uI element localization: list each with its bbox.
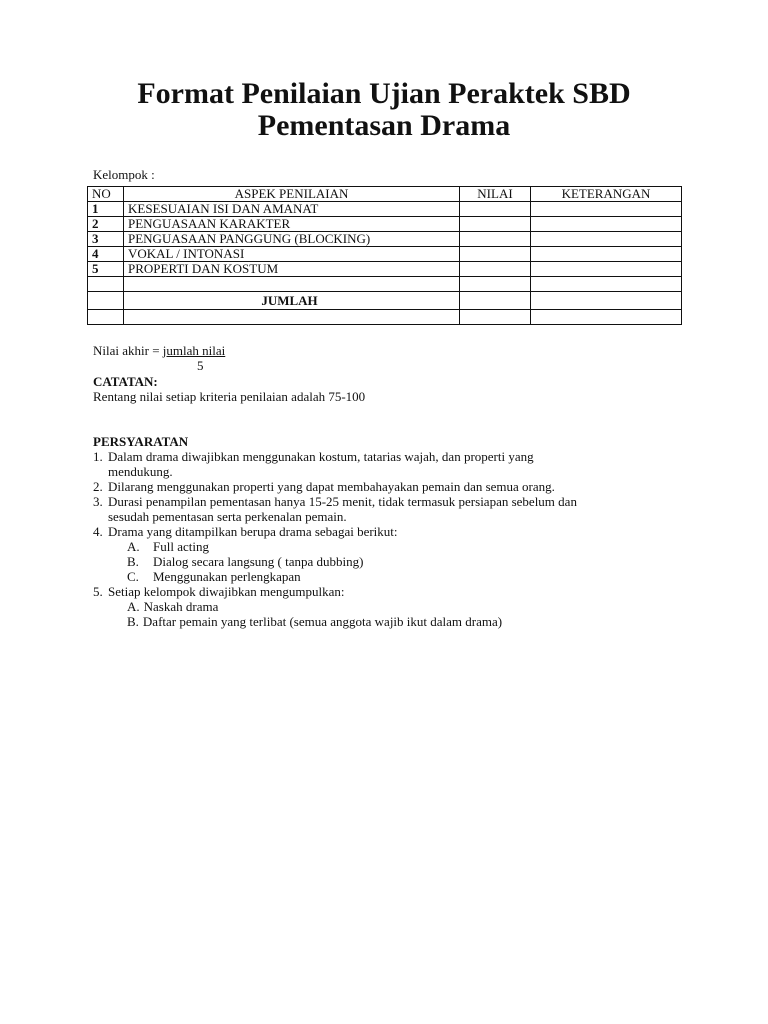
sub-item-label: B. [127,554,139,569]
row-aspek: KESESUAIAN ISI DAN AMANAT [124,202,460,217]
item-text: Durasi penampilan pementasan hanya 15-25 menit, tidak termasuk persiapan sebelum dan [108,494,577,509]
empty-row [88,277,682,292]
table-row [88,262,682,277]
sub-item-text: Full acting [153,539,209,554]
kelompok-label: Kelompok : [93,167,155,182]
row-nilai-cell [460,217,531,232]
sub-item-text: Menggunakan perlengkapan [153,569,301,584]
total-nilai-cell [460,292,531,310]
assessment-table [87,186,682,325]
row-aspek: VOKAL / INTONASI [124,247,460,262]
item-number: 3. [93,494,103,509]
empty-row [88,310,682,325]
row-no: 1 [88,202,124,217]
row-no: 5 [88,262,124,277]
formula-prefix: Nilai akhir = [93,343,163,358]
header-keterangan: KETERANGAN [531,187,682,202]
item-text: Drama yang ditampilkan berupa drama sebagai berikut: [108,524,398,539]
sub-item [108,539,683,554]
item-number: 2. [93,479,103,494]
sub-item-text: Naskah drama [143,599,219,614]
sub-item [108,614,683,629]
list-item [93,524,683,584]
item-text: Setiap kelompok diwajibkan mengumpulkan: [108,584,345,599]
row-aspek: PROPERTI DAN KOSTUM [124,262,460,277]
row-no: 3 [88,232,124,247]
row-no: 2 [88,217,124,232]
formula-denominator: 5 [197,358,204,373]
final-score-formula [93,343,226,373]
sub-item [108,599,683,614]
row-nilai-cell [460,247,531,262]
document-title [0,78,768,142]
row-no: 4 [88,247,124,262]
sub-item-label: A. [127,539,140,554]
jumlah-label: JUMLAH [124,292,460,310]
item-number: 4. [93,524,103,539]
row-nilai-cell [460,202,531,217]
row-nilai-cell [460,232,531,247]
list-item [93,449,683,479]
sub-item-label: B. [127,614,139,629]
catatan-heading: CATATAN: [93,374,158,389]
table-header-row [88,187,682,202]
row-keterangan-cell [531,217,682,232]
sub-item [108,554,683,569]
table-row [88,202,682,217]
table-row [88,232,682,247]
catatan-text: Rentang nilai setiap kriteria penilaian adalah 75-100 [93,389,366,404]
item-text-continued: sesudah pementasan serta perkenalan pemain. [108,509,347,524]
list-item [93,584,683,629]
row-aspek: PENGUASAAN KARAKTER [124,217,460,232]
table-row [88,217,682,232]
formula-numerator: jumlah nilai [162,343,226,358]
list-item [93,479,683,494]
row-aspek: PENGUASAAN PANGGUNG (BLOCKING) [124,232,460,247]
item-text: Dilarang menggunakan properti yang dapat membahayakan pemain dan semua orang. [108,479,555,494]
list-item [93,494,683,524]
sub-item-label: C. [127,569,139,584]
sub-item-label: A. [127,599,140,614]
item-number: 5. [93,584,103,599]
header-aspek: ASPEK PENILAIAN [124,187,460,202]
title-line-2: Pementasan Drama [257,109,511,142]
header-nilai: NILAI [460,187,531,202]
sub-item-text: Dialog secara langsung ( tanpa dubbing) [153,554,364,569]
sub-item [108,569,683,584]
item-number: 1. [93,449,103,464]
total-row [88,292,682,310]
row-keterangan-cell [531,202,682,217]
row-nilai-cell [460,262,531,277]
persyaratan-heading: PERSYARATAN [93,434,189,449]
table-row [88,247,682,262]
row-keterangan-cell [531,262,682,277]
persyaratan-list [93,449,683,629]
item-text-continued: mendukung. [108,464,173,479]
title-line-1: Format Penilaian Ujian Peraktek SBD [137,77,631,110]
row-keterangan-cell [531,247,682,262]
row-keterangan-cell [531,232,682,247]
sub-item-text: Daftar pemain yang terlibat (semua anggota wajib ikut dalam drama) [142,614,503,629]
item-text: Dalam drama diwajibkan menggunakan kostum, tatarias wajah, dan properti yang [108,449,534,464]
header-no: NO [88,187,124,202]
total-keterangan-cell [531,292,682,310]
